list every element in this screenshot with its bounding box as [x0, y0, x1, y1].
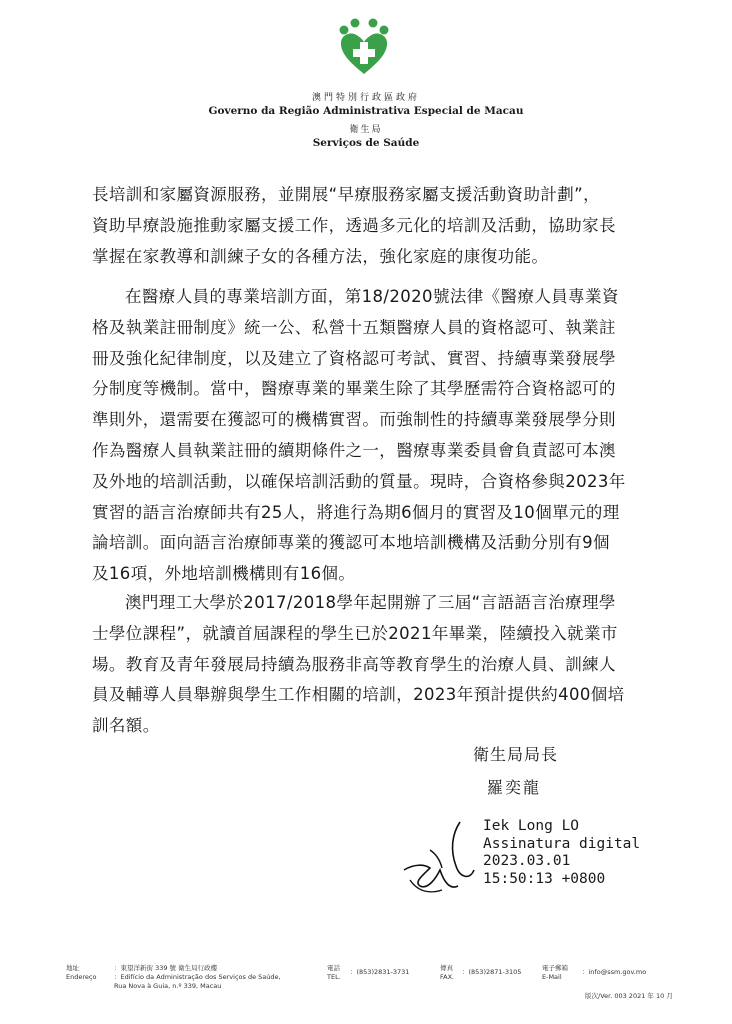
text-line: 作為醫療人員執業註冊的續期條件之一，醫療專業委員會負責認可本澳 [92, 440, 616, 460]
government-name-chinese: 澳門特別行政區政府 [311, 93, 420, 103]
text-line: 員及輔導人員舉辦與學生工作相關的培訓，2023年預計提供約400個培 [92, 685, 625, 705]
text-line: 澳門理工大學於2017/2018學年起開辦了三屆“言語語言治療理學 [125, 593, 616, 612]
footer-email-value: ：info@ssm.gov.mo [582, 968, 647, 976]
footer-email-label [542, 964, 568, 982]
paragraph-family-support [92, 180, 638, 272]
footer-fax-label [440, 964, 454, 982]
text-line: 及外地的培訓活動，以確保培訓活動的質量。現時，合資格參與2023年 [92, 471, 626, 491]
text-line: 訓名額。 [92, 716, 160, 736]
email-label-zh: 電子郵箱 [542, 964, 568, 972]
footer-tel-value: ：(853)2831-3731 [350, 968, 410, 976]
fax-label-zh: 傳真 [440, 964, 453, 972]
text-line: 掌握在家教導和訓練子女的各種方法，強化家庭的康復功能。 [92, 246, 549, 266]
text-line: 及16項，外地培訓機構則有16個。 [92, 564, 356, 584]
digital-signature-block [483, 818, 640, 888]
text-line: 論培訓。面向語言治療師專業的獲認可本地培訓機構及活動分別有9個 [92, 533, 610, 553]
health-services-logo [338, 18, 390, 76]
text-line: 準則外，還需要在獲認可的機構實習。而強制性的持續專業發展學分則 [92, 410, 616, 430]
signatory-title: 衛生局局長 [473, 745, 559, 764]
digital-signer: Iek Long LO [483, 818, 580, 834]
digital-signature-date: 2023.03.01 [483, 853, 571, 869]
digital-signature-label: Assinatura digital [483, 835, 641, 852]
department-name-portuguese: Serviços de Saúde [312, 137, 420, 149]
address-pt: ：Edifício da Administração dos Serviços de Saúde, Rua Nova à Guia, n.º 339, Macau [114, 973, 281, 990]
address-zh: ：東望洋新街 339 號 衛生局行政樓 [114, 964, 218, 972]
footer-address [114, 964, 289, 991]
fax-label-pt: FAX. [440, 973, 455, 981]
handwritten-signature [400, 820, 482, 895]
footer-tel-label [327, 964, 341, 982]
text-line: 資助早療設施推動家屬支援工作，透過多元化的培訓及活動，協助家長 [92, 215, 616, 235]
digital-signature-time: 15:50:13 +0800 [483, 870, 606, 887]
text-line: 格及執業註冊制度》統一公、私營十五類醫療人員的資格認可、執業註 [92, 317, 616, 337]
footer-fax-value: ：(853)2871-3105 [462, 968, 522, 976]
paragraph-university-programme [92, 588, 638, 742]
footer-address-label [66, 964, 96, 982]
department-name-chinese: 衛生局 [349, 125, 383, 135]
text-line: 冊及強化紀律制度，以及建立了資格認可考試、實習、持續專業發展學 [92, 348, 616, 368]
paragraph-professional-training [92, 282, 638, 590]
text-line: 長培訓和家屬資源服務，並開展“早療服務家屬支援活動資助計劃”， [92, 185, 600, 204]
government-name-portuguese: Governo da Região Administrativa Especial de Macau [208, 105, 524, 117]
document-version: 版次/Ver. 003 2021 年 10 月 [585, 992, 673, 1000]
email-label-pt: E-Mail [542, 973, 562, 981]
text-line: 在醫療人員的專業培訓方面，第18/2020號法律《醫療人員專業資 [125, 287, 619, 306]
signatory-name: 羅奕龍 [487, 778, 542, 797]
text-line: 分制度等機制。當中，醫療專業的畢業生除了其學歷需符合資格認可的 [92, 379, 616, 399]
tel-label-zh: 電話 [327, 964, 340, 972]
text-line: 場。教育及青年發展局持續為服務非高等教育學生的治療人員、訓練人 [92, 654, 616, 674]
text-line: 士學位課程”，就讀首屆課程的學生已於2021年畢業，陸續投入就業市 [92, 623, 618, 643]
text-line: 實習的語言治療師共有25人，將進行為期6個月的實習及10個單元的理 [92, 502, 620, 522]
tel-label-pt: TEL. [327, 973, 341, 981]
address-label-pt: Endereço [66, 973, 97, 981]
address-label-zh: 地址 [66, 964, 79, 972]
